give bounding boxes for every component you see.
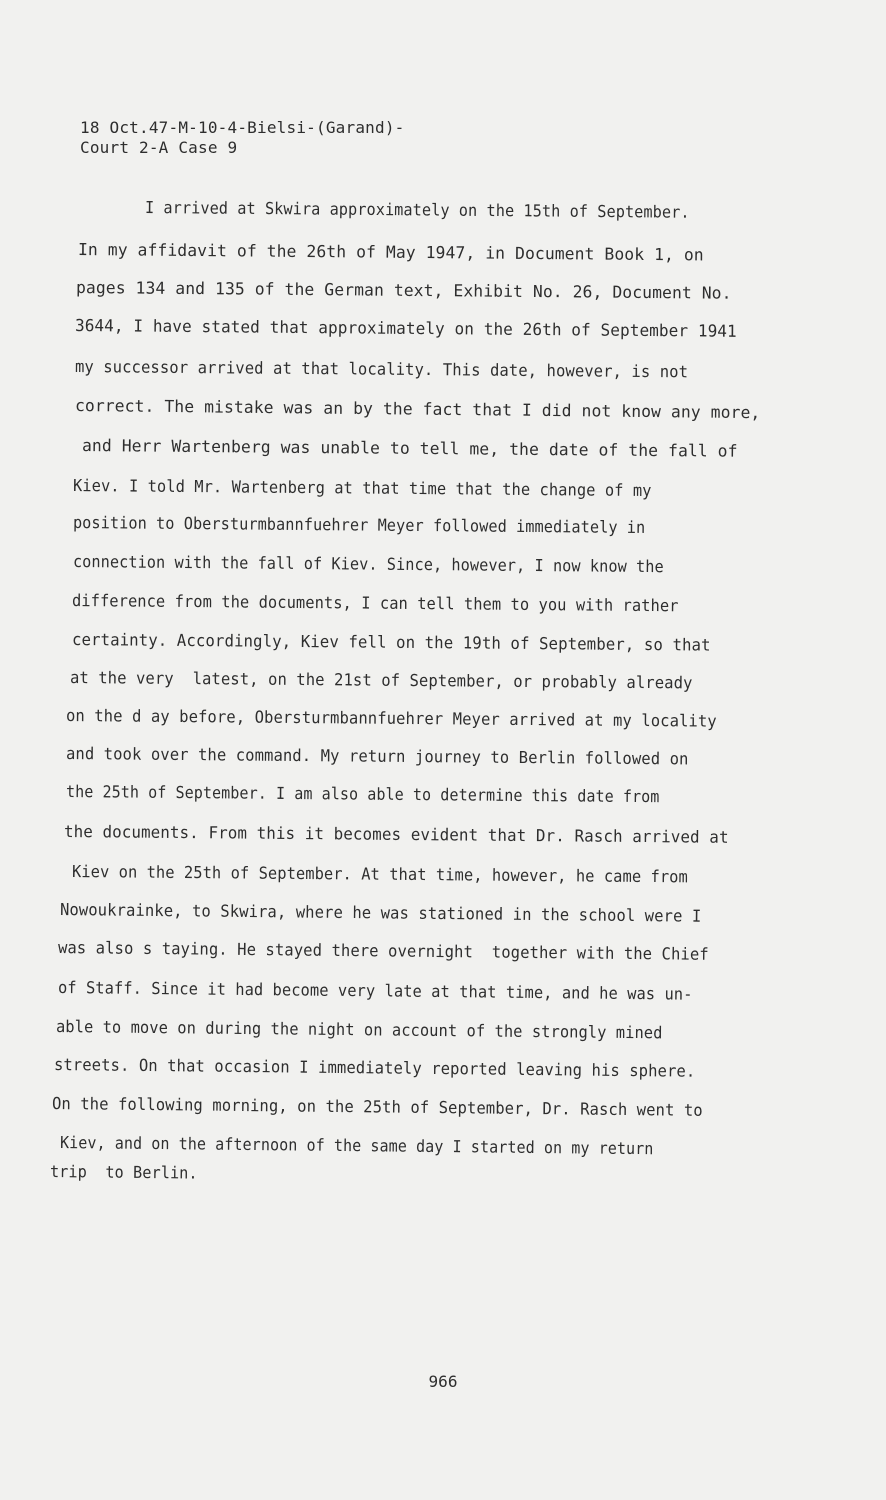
page-number: 966: [428, 1372, 458, 1391]
text-line: Kiev. I told Mr. Wartenberg at that time that the change of my: [72, 476, 652, 501]
text-line: trip to Berlin.: [49, 1162, 198, 1183]
text-line: certainty. Accordingly, Kiev fell on the 19th of September, so that: [71, 630, 711, 655]
text-line: Nowoukrainke, to Skwira, where he was stationed in the school were I: [59, 900, 702, 926]
text-line: was also s taying. He stayed there overnight together with the Chief: [57, 938, 709, 964]
text-line: Kiev on the 25th of September. At that time, however, he came from: [71, 862, 688, 887]
text-line: on the d ay before, Obersturmbannfuehrer Meyer arrived at my locality: [65, 706, 717, 731]
text-line: I arrived at Skwira approximately on the 15th of September.: [144, 198, 690, 222]
text-line: 3644, I have stated that approximately on the 26th of September 1941: [74, 316, 737, 341]
text-line: at the very latest, on the 21st of September, or probably already: [69, 668, 693, 693]
text-line: and Herr Wartenberg was unable to tell me, the date of the fall of: [81, 436, 738, 461]
text-line: my successor arrived at that locality. This date, however, is not: [74, 357, 689, 382]
text-line: able to move on during the night on account of the strongly mined: [55, 1017, 663, 1043]
text-line: Kiev, and on the afternoon of the same day I started on my return: [59, 1133, 654, 1159]
text-line: the 25th of September. I am also able to determine this date from: [65, 782, 660, 807]
text-line: and took over the command. My return journey to Berlin followed on: [65, 744, 689, 769]
text-line: the documents. From this it becomes evident that Dr. Rasch arrived at: [63, 822, 729, 847]
text-line: correct. The mistake was an by the fact that I did not know any more,: [74, 396, 761, 423]
text-line: streets. On that occasion I immediately reported leaving his sphere.: [53, 1055, 696, 1081]
text-line: connection with the fall of Kiev. Since, however, I now know the: [72, 552, 664, 577]
text-line: position to Obersturmbannfuehrer Meyer followed immediately in: [72, 513, 646, 537]
text-line: In my affidavit of the 26th of May 1947, in Document Book 1, on: [77, 240, 704, 265]
text-line: pages 134 and 135 of the German text, Exhibit No. 26, Document No.: [75, 278, 732, 303]
text-line: difference from the documents, I can tell them to you with rather: [71, 591, 679, 616]
header-court-line: Court 2-A Case 9: [80, 138, 238, 157]
document-header: [80, 118, 404, 158]
text-line: of Staff. Since it had become very late at that time, and he was un-: [57, 978, 693, 1004]
text-line: On the following morning, on the 25th of September, Dr. Rasch went to: [51, 1094, 703, 1120]
header-reference-line: 18 Oct.47-M-10-4-Bielsi-(Garand)-: [80, 118, 405, 137]
